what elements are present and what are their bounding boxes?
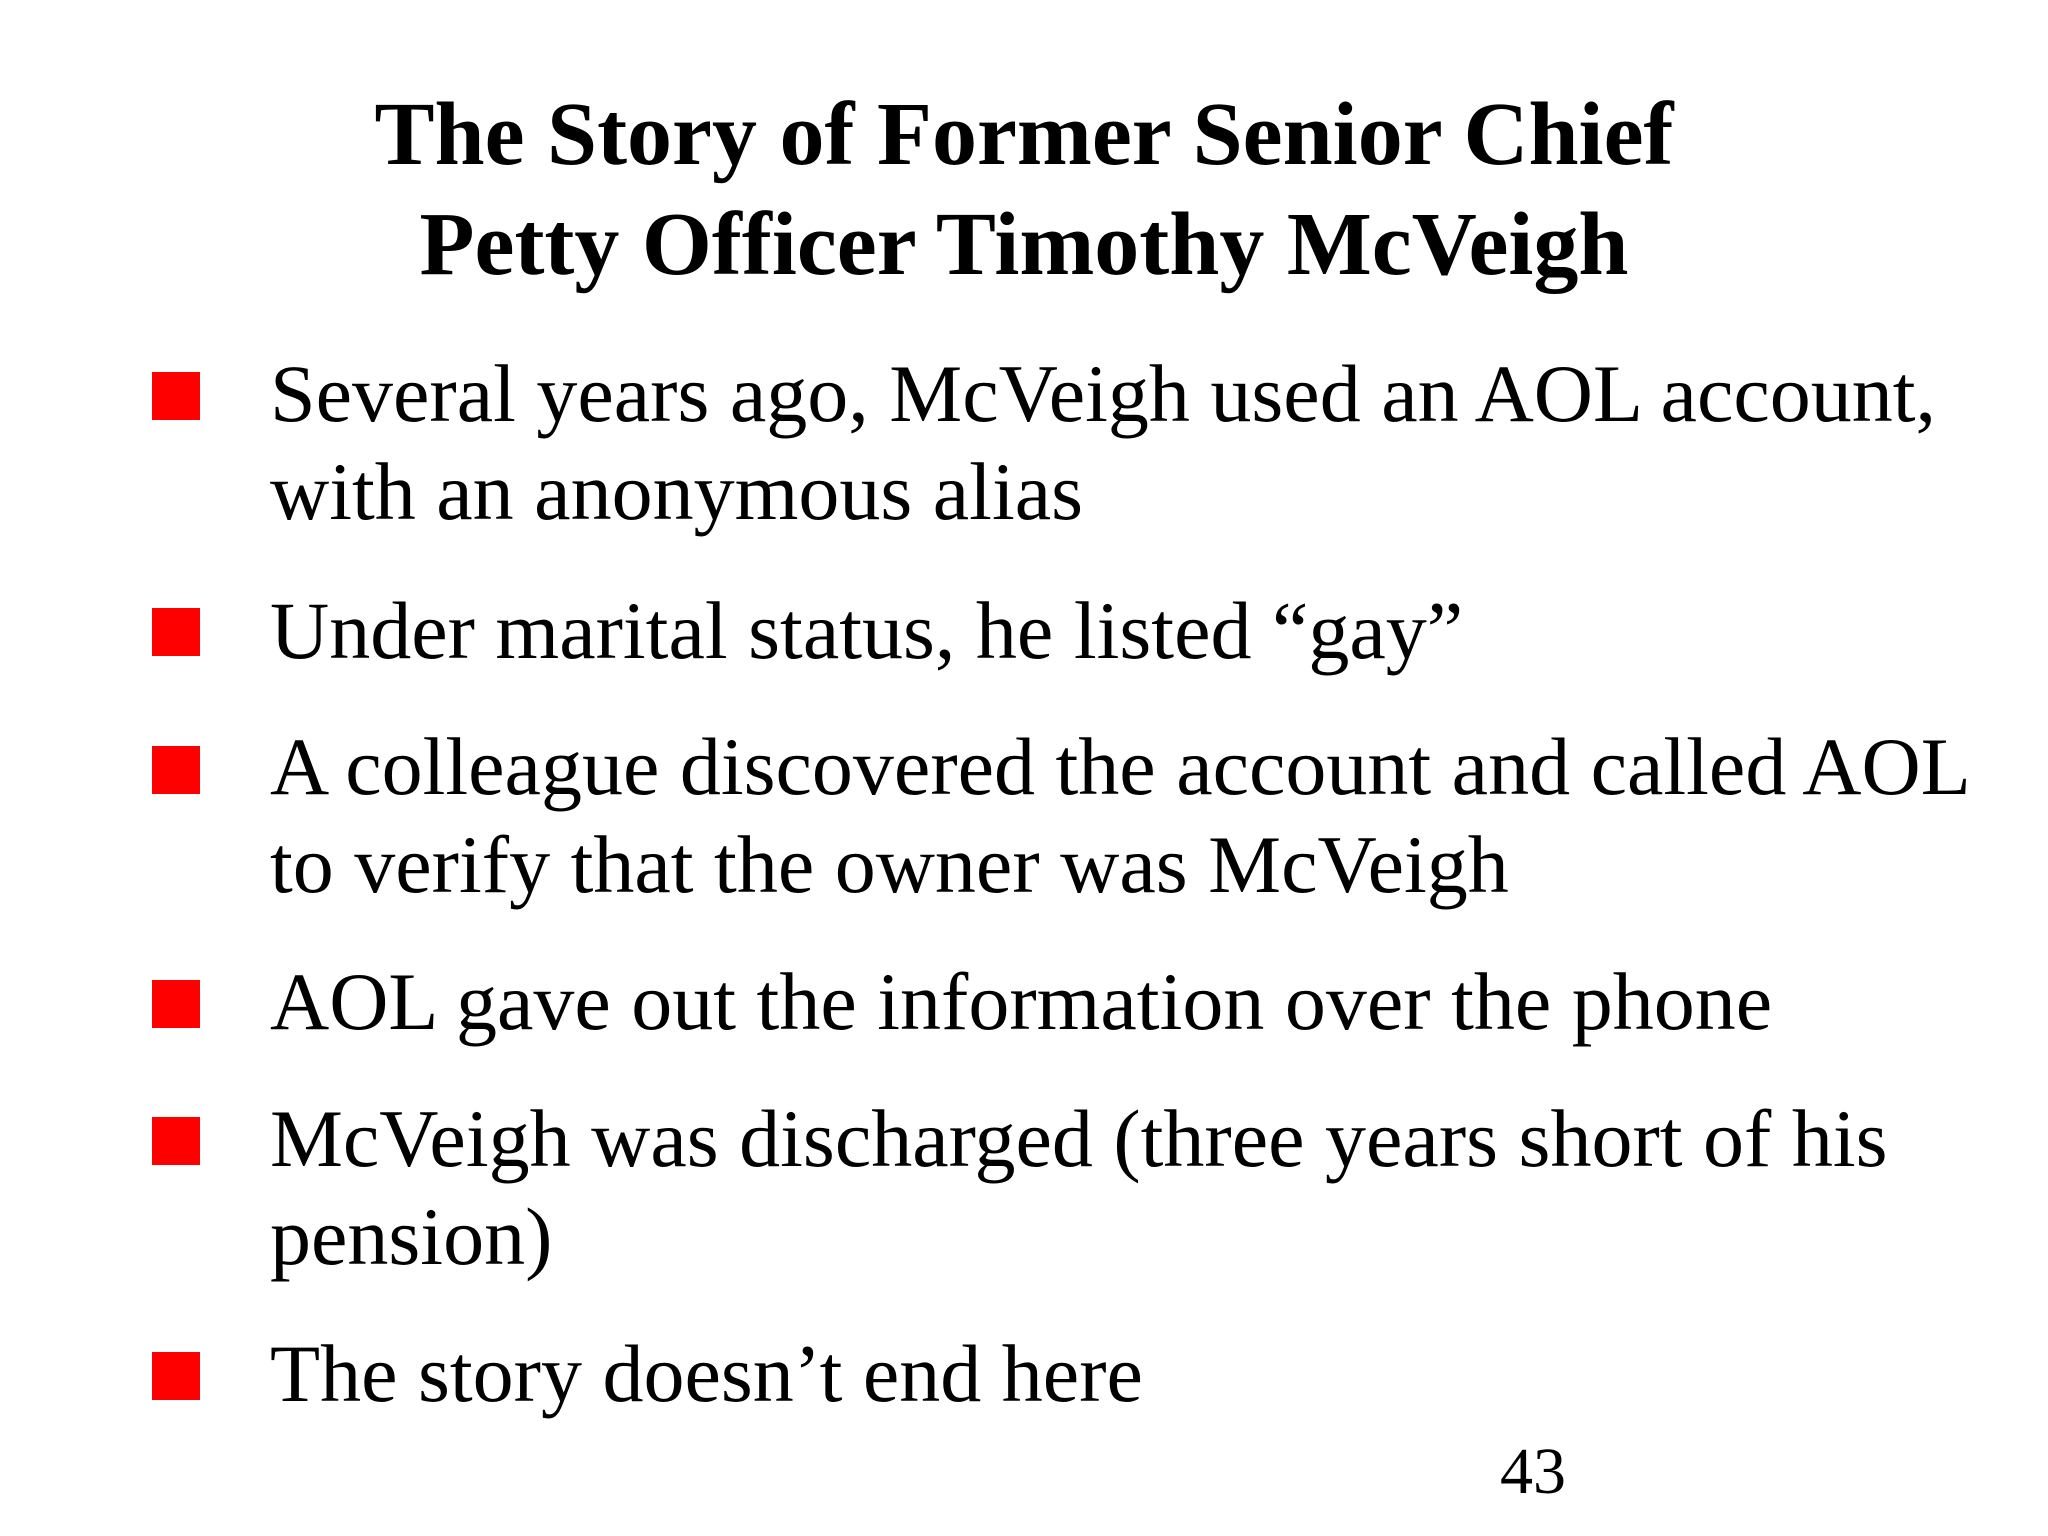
bullet-text-2 bbox=[270, 582, 1990, 680]
bullet-3-line-2: to verify that the owner was McVeigh bbox=[270, 819, 1509, 910]
bullet-5-line-1: McVeigh was discharged (three years short of his bbox=[270, 1093, 1888, 1184]
slide-title-text-2: Petty Officer Timothy McVeigh bbox=[419, 195, 1629, 294]
square-bullet-icon bbox=[152, 608, 200, 656]
square-bullet-icon bbox=[152, 1117, 200, 1165]
square-bullet-icon bbox=[152, 746, 200, 794]
bullet-4-line-1: AOL gave out the information over the phone bbox=[270, 956, 1773, 1047]
bullet-1-line-2: with an anonymous alias bbox=[270, 446, 1084, 537]
bullet-1-line-1: Several years ago, McVeigh used an AOL account, bbox=[270, 348, 1937, 439]
square-bullet-icon bbox=[152, 372, 200, 420]
slide-title-line-1 bbox=[0, 80, 2048, 190]
slide-title-text-1: The Story of Former Senior Chief bbox=[374, 85, 1674, 184]
bullet-text-6 bbox=[270, 1325, 1990, 1423]
page-number: 43 bbox=[1500, 1435, 1566, 1508]
bullet-2-line-1: Under marital status, he listed “gay” bbox=[270, 585, 1464, 676]
bullet-6-line-1: The story doesn’t end here bbox=[270, 1328, 1143, 1419]
bullet-text-5 bbox=[270, 1090, 1990, 1286]
bullet-text-4 bbox=[270, 953, 1990, 1051]
bullet-text-3 bbox=[270, 718, 1990, 914]
square-bullet-icon bbox=[152, 1352, 200, 1400]
bullet-text-1 bbox=[270, 345, 1990, 541]
bullet-3-line-1: A colleague discovered the account and called AOL bbox=[270, 721, 1971, 812]
slide-title-line-2 bbox=[0, 190, 2048, 300]
square-bullet-icon bbox=[152, 980, 200, 1028]
bullet-5-line-2: pension) bbox=[270, 1191, 553, 1282]
